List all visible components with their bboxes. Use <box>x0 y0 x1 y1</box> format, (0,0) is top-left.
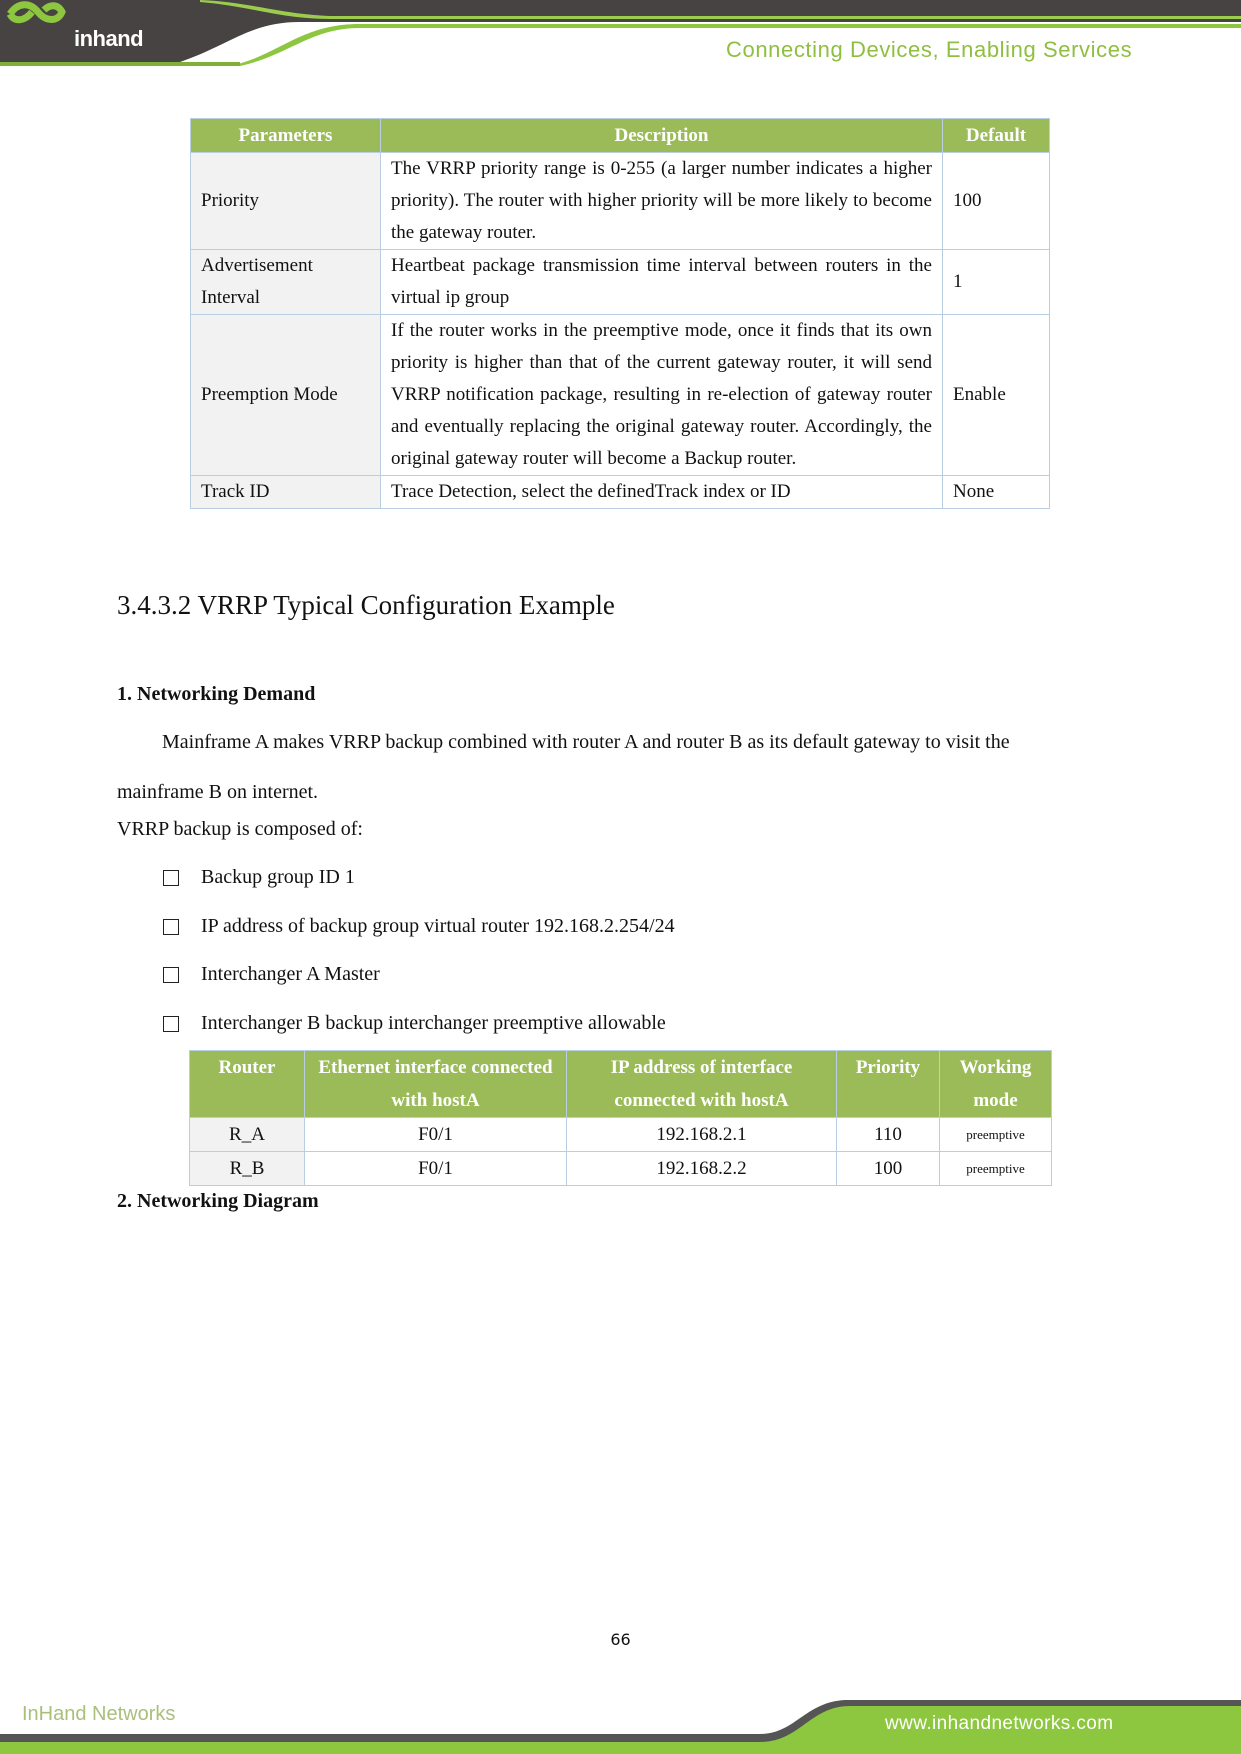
param-default: 1 <box>943 250 1050 315</box>
footer-company: InHand Networks <box>22 1703 176 1725</box>
table-row <box>190 1118 1052 1152</box>
list-item <box>163 915 675 938</box>
param-default: None <box>943 476 1050 509</box>
list-item-text: Backup group ID 1 <box>201 866 355 888</box>
param-name: Advertisement Interval <box>191 250 381 315</box>
router-name: R_A <box>190 1118 305 1152</box>
table-header-row <box>191 119 1050 153</box>
column-header: Ethernet interface connected with hostA <box>305 1051 567 1118</box>
page-number: 66 <box>610 1630 631 1649</box>
interface: F0/1 <box>305 1152 567 1186</box>
ip-address: 192.168.2.2 <box>567 1152 837 1186</box>
inhand-logo-icon <box>0 0 80 52</box>
logo-text: inhand <box>74 26 144 51</box>
list-item <box>163 1012 666 1035</box>
checkbox-bullet-icon <box>163 967 179 983</box>
checkbox-bullet-icon <box>163 870 179 886</box>
footer-website: www.inhandnetworks.com <box>885 1713 1114 1734</box>
paragraph-line: VRRP backup is composed of: <box>117 818 363 840</box>
column-header: Default <box>943 119 1050 153</box>
table-row <box>191 153 1050 250</box>
list-item <box>163 963 380 986</box>
param-description: If the router works in the preemptive mode, once it finds that its own priority is higher than that of the current gateway router, it will send VRRP notification package, resulting in re-election of gateway router and eventually replacing the original gateway router. Accordingly, the original gateway router will become a Backup router. <box>381 315 943 476</box>
list-item-text: Interchanger A Master <box>201 963 380 985</box>
router-name: R_B <box>190 1152 305 1186</box>
table-row <box>191 476 1050 509</box>
column-header: Working mode <box>940 1051 1052 1118</box>
param-description: Trace Detection, select the definedTrack index or ID <box>381 476 943 509</box>
param-default: Enable <box>943 315 1050 476</box>
priority: 110 <box>837 1118 940 1152</box>
param-name: Track ID <box>191 476 381 509</box>
param-description: The VRRP priority range is 0-255 (a larger number indicates a higher priority). The router with higher priority will be more likely to become the gateway router. <box>381 153 943 250</box>
table-row <box>190 1152 1052 1186</box>
list-item <box>163 866 355 889</box>
page-header <box>0 0 1241 70</box>
checkbox-bullet-icon <box>163 919 179 935</box>
column-header: Parameters <box>191 119 381 153</box>
ip-address: 192.168.2.1 <box>567 1118 837 1152</box>
list-item-text: IP address of backup group virtual router 192.168.2.254/24 <box>201 915 675 937</box>
paragraph-line: Mainframe A makes VRRP backup combined with router A and router B as its default gateway to visit the <box>162 731 1010 753</box>
interface: F0/1 <box>305 1118 567 1152</box>
vrrp-parameters-table <box>190 118 1050 509</box>
param-default: 100 <box>943 153 1050 250</box>
param-name: Priority <box>191 153 381 250</box>
subheading-networking-diagram: 2. Networking Diagram <box>117 1190 319 1212</box>
column-header: Router <box>190 1051 305 1118</box>
working-mode: preemptive <box>940 1118 1052 1152</box>
column-header: IP address of interface connected with hostA <box>567 1051 837 1118</box>
subheading-networking-demand: 1. Networking Demand <box>117 683 316 705</box>
column-header: Priority <box>837 1051 940 1118</box>
priority: 100 <box>837 1152 940 1186</box>
working-mode: preemptive <box>940 1152 1052 1186</box>
section-heading: 3.4.3.2 VRRP Typical Configuration Example <box>117 590 615 620</box>
param-description: Heartbeat package transmission time interval between routers in the virtual ip group <box>381 250 943 315</box>
table-row <box>191 315 1050 476</box>
table-row <box>191 250 1050 315</box>
paragraph-line: mainframe B on internet. <box>117 781 319 803</box>
checkbox-bullet-icon <box>163 1016 179 1032</box>
list-item-text: Interchanger B backup interchanger preemptive allowable <box>201 1012 666 1034</box>
router-config-table <box>189 1050 1052 1186</box>
column-header: Description <box>381 119 943 153</box>
table-header-row <box>190 1051 1052 1118</box>
param-name: Preemption Mode <box>191 315 381 476</box>
header-tagline: Connecting Devices, Enabling Services <box>726 37 1133 62</box>
